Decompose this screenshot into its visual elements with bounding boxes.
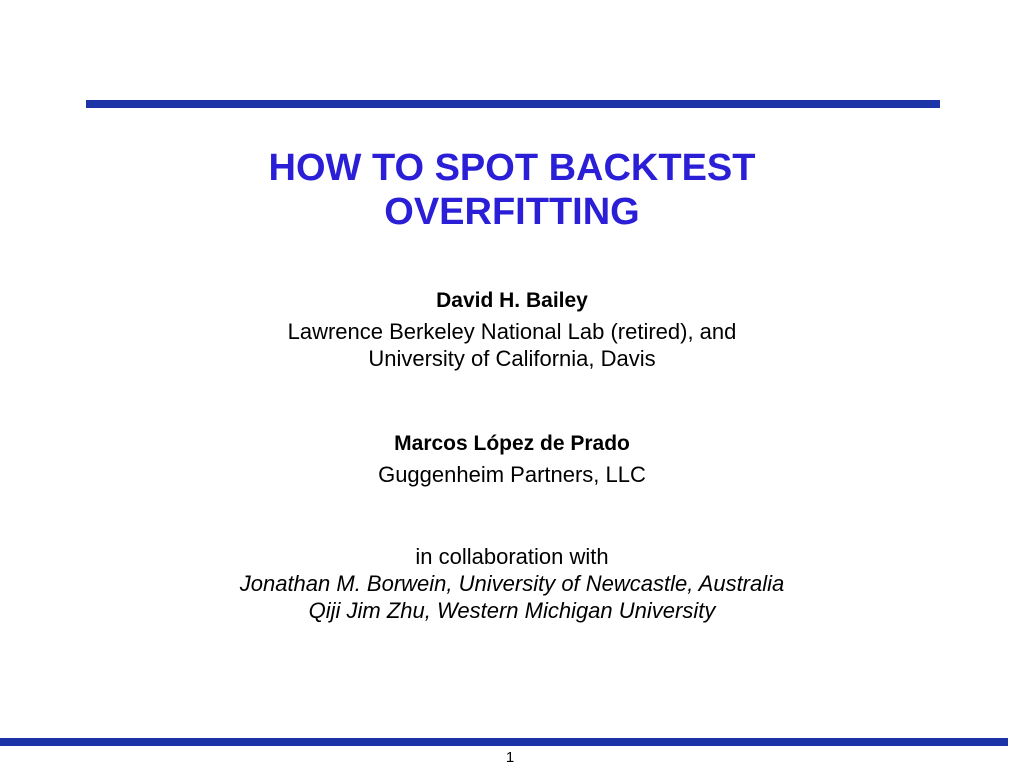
title-line-2: OVERFITTING [384,191,640,233]
bottom-rule [0,738,1008,746]
author-block-1 [0,287,1024,372]
collaborator-2: Qiji Jim Zhu, Western Michigan University [308,598,716,623]
collaboration-block [0,543,1024,624]
author-block-2 [0,430,1024,488]
collaborator-1: Jonathan M. Borwein, University of Newcastle, Australia [239,571,785,596]
author-affiliation-1-line-2: University of California, Davis [368,346,656,371]
page-number: 1 [505,749,515,766]
slide-title [0,146,1024,234]
author-name-2: Marcos López de Prado [394,432,630,455]
author-name-1: David H. Bailey [436,289,588,312]
author-affiliation-2: Guggenheim Partners, LLC [378,462,646,487]
title-line-1: HOW TO SPOT BACKTEST [268,147,756,189]
top-rule [86,100,940,108]
author-affiliation-1-line-1: Lawrence Berkeley National Lab (retired), and [287,319,737,344]
collaboration-intro: in collaboration with [415,544,609,569]
